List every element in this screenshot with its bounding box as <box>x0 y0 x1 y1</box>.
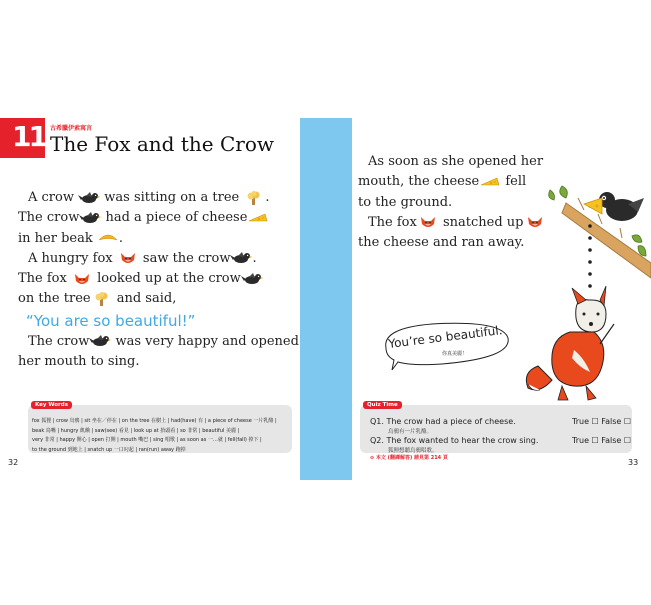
story-line <box>18 208 288 228</box>
chapter-number: 11 <box>12 120 45 153</box>
quiz-tag: Quiz Time <box>363 401 402 409</box>
page-title: The Fox and the Crow <box>50 132 274 156</box>
story-fragment: had a piece of cheese <box>105 210 248 226</box>
key-words-tag: Key Words <box>31 401 72 409</box>
story-fragment: . <box>252 250 257 266</box>
story-line <box>18 269 288 289</box>
quiz-box <box>360 402 632 454</box>
story-line <box>18 188 288 208</box>
speech-bubble-text: You’re so beautiful. <box>387 323 504 351</box>
falling-cheese <box>584 198 602 214</box>
crow-icon <box>79 211 101 225</box>
story-fragment: The fox <box>18 271 67 287</box>
story-fragment: in her beak <box>18 230 93 246</box>
story-line <box>18 289 288 309</box>
quiz-answer-options-1[interactable]: True ☐ False ☐ <box>572 417 632 426</box>
left-page <box>0 118 300 480</box>
key-words-line: very 非常 | happy 開心 | open 打開 | mouth 嘴巴 | sing 唱歌 | as soon as 一…就 | fell(fall) 掉下 | <box>32 437 262 443</box>
story-fragment: mouth, the cheese <box>358 174 480 190</box>
story-fragment: on the tree <box>18 291 91 307</box>
story-fragment: A crow <box>28 190 74 205</box>
story-fragment: and said, <box>116 291 177 307</box>
beak-icon <box>97 231 119 245</box>
story-line: As soon as she opened her <box>368 154 544 169</box>
story-quote: “You are so beautiful!” <box>26 311 196 330</box>
page-number-right: 33 <box>628 458 639 467</box>
story-line: her mouth to sing. <box>18 354 140 370</box>
story-fragment: was very happy and opened <box>115 333 299 349</box>
tree-icon <box>243 191 265 205</box>
key-words-box <box>28 402 292 453</box>
fox-character <box>526 286 614 400</box>
story-line <box>18 249 288 269</box>
crow-icon <box>230 251 252 265</box>
story-fragment: snatched up <box>442 214 524 230</box>
story-line <box>18 332 299 352</box>
chapter-tab <box>0 118 45 158</box>
key-words-line: beak 鳥嘴 | hungry 飢餓 | saw(see) 看見 | look up at 抬頭看 | so 非常 | beautiful 美麗 | <box>32 427 240 434</box>
story-fragment: The fox <box>368 214 417 230</box>
right-page <box>352 118 651 480</box>
crow-icon <box>78 191 100 205</box>
key-words-line: to the ground 到地上 | snatch up 一口叼起 | ran(run) away 跑掉 <box>32 446 186 453</box>
story-fragment: . <box>118 230 123 246</box>
story-fragment: . <box>265 190 270 205</box>
series-label: 古希臘伊索寓言 <box>50 125 93 132</box>
key-words-list <box>32 417 290 455</box>
crow-icon <box>89 334 111 348</box>
fox-crow-illustration <box>352 118 651 408</box>
story-fragment: fell <box>505 174 527 190</box>
crow-icon <box>241 272 263 286</box>
quiz-question-1: Q1. The crow had a piece of cheese. <box>370 417 516 426</box>
page-number-left: 32 <box>8 458 19 467</box>
quiz-question-1-translation: 烏鴉有一片乳酪。 <box>388 429 433 435</box>
footer-note: ⊙ 本文 (翻譯解答) 請見第 214 頁 <box>370 455 448 461</box>
story-fragment: looked up at the crow <box>97 271 241 287</box>
story-fragment: The crow <box>28 333 90 349</box>
fox-icon <box>71 272 93 286</box>
story-line <box>18 229 288 249</box>
story-fragment: saw the crow <box>142 250 231 266</box>
cheese-icon <box>247 211 269 225</box>
tree-icon <box>91 292 113 306</box>
speech-bubble-translation: 你真美麗！ <box>442 351 468 357</box>
book-spine <box>300 118 352 480</box>
story-line: to the ground. <box>358 194 453 210</box>
quiz-question-2: Q2. The fox wanted to hear the crow sing. <box>370 436 539 445</box>
story-line: the cheese and ran away. <box>358 235 525 251</box>
story-fragment: was sitting on a tree <box>104 190 240 205</box>
quiz-question-2-translation: 狐狸想聽烏鴉唱歌。 <box>388 448 438 454</box>
story-fragment: The crow <box>18 210 80 226</box>
fox-icon <box>117 251 139 265</box>
key-words-line: fox 狐狸 | crow 烏鴉 | sit 坐在／停在 | on the tree 在樹上 | had(have) 有 | a piece of cheese 一片乳酪 | <box>32 418 277 424</box>
story-text-left <box>18 188 299 372</box>
story-fragment: A hungry fox <box>28 250 113 266</box>
quiz-answer-options-2[interactable]: True ☐ False ☐ <box>572 436 632 445</box>
